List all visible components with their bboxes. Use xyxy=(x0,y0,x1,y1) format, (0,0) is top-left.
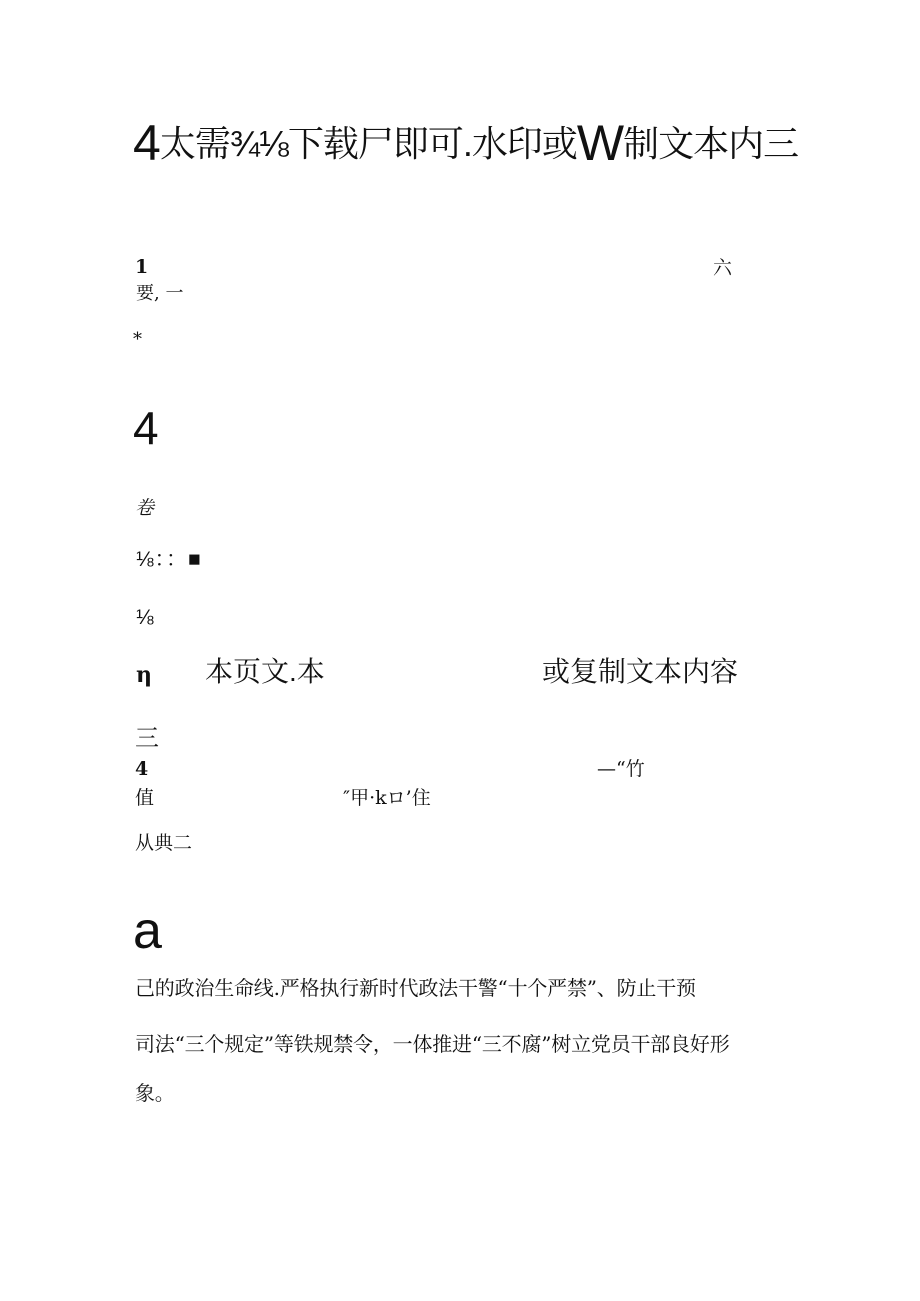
line-number-4: 4 xyxy=(135,758,149,780)
title-mid: 太需¾⅛下载尸即可.水印或 xyxy=(159,123,577,164)
heading-left: 本页文.本 xyxy=(205,656,325,687)
body-paragraph-line-1: 己的政治生命线.严格执行新时代政法干警“十个严禁”、防止干预 xyxy=(135,976,696,1000)
large-letter-a: a xyxy=(133,902,162,960)
fraction-single: ⅛ xyxy=(136,606,154,629)
line-congdian: 从典二 xyxy=(135,832,193,854)
line-char-liu: 六 xyxy=(713,257,733,279)
title-suffix: 制文本内三 xyxy=(623,123,799,164)
eta-mark: η xyxy=(136,662,152,688)
line-san: 三 xyxy=(135,725,159,752)
large-number-4: 4 xyxy=(133,402,159,454)
fraction-row: ⅛：：■ xyxy=(136,548,202,571)
line-dash-bamboo: —“竹 xyxy=(597,758,645,780)
line-zhi: 值 xyxy=(135,787,155,809)
asterisk-mark: * xyxy=(133,329,142,350)
line-yao: 要, 一 xyxy=(136,283,184,304)
body-paragraph-line-2: 司法“三个规定”等铁规禁令，一体推进“三不腐”树立党员干部良好形 xyxy=(135,1032,730,1056)
line-juan: 卷 xyxy=(135,497,155,519)
line-number-1: 1 xyxy=(135,256,149,278)
line-jia: ″甲·kロ’住 xyxy=(343,787,431,809)
heading-right: 或复制文本内容 xyxy=(542,656,739,687)
body-paragraph-line-3: 象。 xyxy=(135,1081,175,1105)
page-title xyxy=(133,115,799,171)
title-big-letter: W xyxy=(576,115,624,171)
title-prefix: 4 xyxy=(133,115,160,171)
